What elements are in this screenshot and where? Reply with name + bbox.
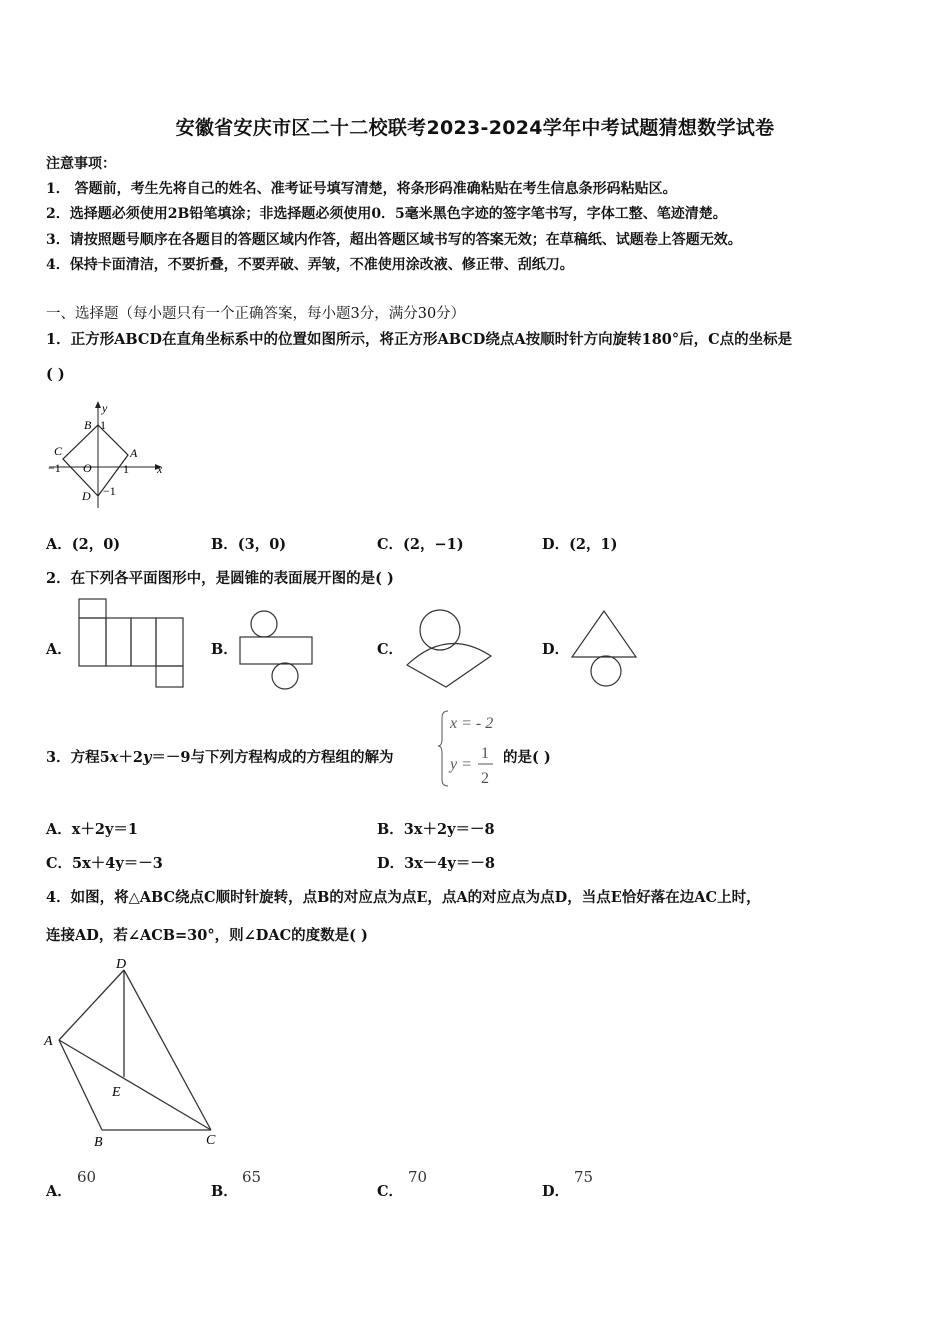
q3-var-y: y	[142, 749, 152, 766]
sector-shape	[407, 643, 491, 687]
q1-stem-line2: ( )	[46, 366, 65, 383]
circle-shape	[591, 656, 621, 686]
left-brace	[438, 711, 448, 786]
net-face	[79, 599, 106, 618]
q4-option-a[interactable]: A．	[46, 1183, 72, 1200]
segment-ab	[59, 1040, 102, 1130]
point-b-label: B	[84, 418, 92, 432]
note-item: 1． 答题前，考生先将自己的姓名、准考证号填写清楚，将条形码准确粘贴在考生信息条形码粘贴区。	[46, 181, 677, 197]
tick-label: −1	[103, 484, 116, 498]
q4-stem-line1: 4．如图，将△ABC绕点C顺时针旋转，点B的对应点为点E，点A的对应点为点D，当点E恰好落在边AC上时，	[46, 889, 761, 906]
net-face	[156, 666, 183, 687]
q4-option-c-value: 70	[408, 1168, 428, 1186]
point-a-label: A	[44, 1034, 53, 1049]
exam-title: 安徽省安庆市区二十二校联考2023-2024学年中考试题猜想数学试卷	[175, 117, 775, 139]
square-abcd	[63, 425, 128, 496]
segment-ac	[59, 1040, 211, 1130]
q4-option-b[interactable]: B．	[211, 1183, 238, 1200]
q2-option-d[interactable]: D．	[542, 641, 570, 658]
note-item: 4．保持卡面清洁，不要折叠，不要弄破、弄皱，不准使用涂改液、修正带、刮纸刀。	[46, 257, 574, 273]
q2-option-b[interactable]: B．	[211, 641, 238, 658]
section-heading: 一、选择题（每小题只有一个正确答案，每小题3分，满分30分）	[46, 306, 466, 322]
q2-figure-a-cube-net	[76, 597, 188, 691]
circle-shape	[251, 611, 277, 637]
q4-option-d-value: 75	[574, 1168, 594, 1186]
q3-stem-part: 3．方程5	[46, 749, 110, 766]
q2-figure-c-cone-net	[402, 607, 498, 691]
q1-option-c[interactable]: C．(2，−1)	[377, 536, 464, 553]
q3-option-b[interactable]: B．3x＋2y＝－8	[377, 821, 495, 838]
q3-stem-part: ＋2	[118, 749, 143, 766]
point-c-label: C	[206, 1133, 216, 1148]
q3-option-c[interactable]: C．5x＋4y＝－3	[46, 855, 163, 872]
point-b-label: B	[94, 1135, 103, 1150]
q1-option-d[interactable]: D．(2，1)	[542, 536, 618, 553]
y-axis-arrow	[95, 401, 101, 408]
segment-ad	[59, 970, 124, 1040]
q3-stem-part: ＝－9与下列方程构成的方程组的解为	[151, 749, 394, 766]
q4-stem-line2: 连接AD，若∠ACB=30°，则∠DAC的度数是( )	[46, 927, 368, 944]
q1-stem-line1: 1．正方形ABCD在直角坐标系中的位置如图所示，将正方形ABCD绕点A按顺时针方向旋转180°后，C点的坐标是	[46, 331, 793, 348]
note-item: 2．选择题必须使用2B铅笔填涂；非选择题必须使用0．5毫米黑色字迹的签字笔书写，字体工整、笔迹清楚。	[46, 206, 727, 222]
q3-equation-system	[438, 706, 508, 790]
point-d-label: D	[116, 957, 127, 972]
net-face	[79, 618, 106, 666]
triangle-shape	[572, 611, 636, 657]
x-axis-label: x	[157, 462, 163, 476]
q1-coordinate-figure	[44, 396, 174, 514]
tick-label: 1	[100, 418, 106, 432]
net-face	[131, 618, 156, 666]
net-face	[156, 618, 183, 666]
segment-dc	[124, 970, 211, 1130]
q3-option-d[interactable]: D．3x－4y＝－8	[377, 855, 495, 872]
system-y-equation: y =	[450, 756, 472, 773]
q4-option-d[interactable]: D．	[542, 1183, 570, 1200]
point-c-label: C	[54, 444, 63, 458]
q3-var-x: x	[109, 749, 119, 766]
q4-triangle-figure	[40, 950, 230, 1152]
q2-stem: 2．在下列各平面图形中，是圆锥的表面展开图的是( )	[46, 570, 394, 587]
q1-option-b[interactable]: B．(3，0)	[211, 536, 287, 553]
notes-heading: 注意事项：	[46, 156, 116, 172]
q3-option-a[interactable]: A．x＋2y＝1	[46, 821, 138, 838]
q3-stem	[46, 746, 393, 767]
circle-shape	[272, 663, 298, 689]
q4-option-a-value: 60	[77, 1168, 97, 1186]
q4-option-b-value: 65	[242, 1168, 262, 1186]
q2-option-c[interactable]: C．	[377, 641, 404, 658]
tick-label: −1	[48, 461, 61, 475]
point-e-label: E	[112, 1085, 121, 1100]
q1-option-a[interactable]: A．(2，0)	[46, 536, 121, 553]
q4-option-c[interactable]: C．	[377, 1183, 404, 1200]
point-d-label: D	[82, 489, 91, 503]
point-a-label: A	[130, 446, 138, 460]
rectangle-shape	[240, 637, 312, 664]
tick-label: 1	[123, 462, 129, 476]
fraction-denominator: 2	[481, 770, 489, 787]
net-face	[106, 618, 131, 666]
fraction-numerator: 1	[481, 745, 489, 762]
note-item: 3．请按照题号顺序在各题目的答题区域内作答，超出答题区域书写的答案无效；在草稿纸、试题卷上答题无效。	[46, 232, 742, 248]
q2-option-a[interactable]: A．	[46, 641, 72, 658]
system-x-equation: x = - 2	[450, 715, 494, 732]
q2-figure-b-cylinder-net	[236, 607, 316, 691]
q3-stem-end: 的是( )	[503, 749, 551, 766]
q2-figure-d-triangle-net	[566, 607, 646, 691]
y-axis-label: y	[102, 401, 108, 415]
origin-label: O	[83, 461, 92, 475]
